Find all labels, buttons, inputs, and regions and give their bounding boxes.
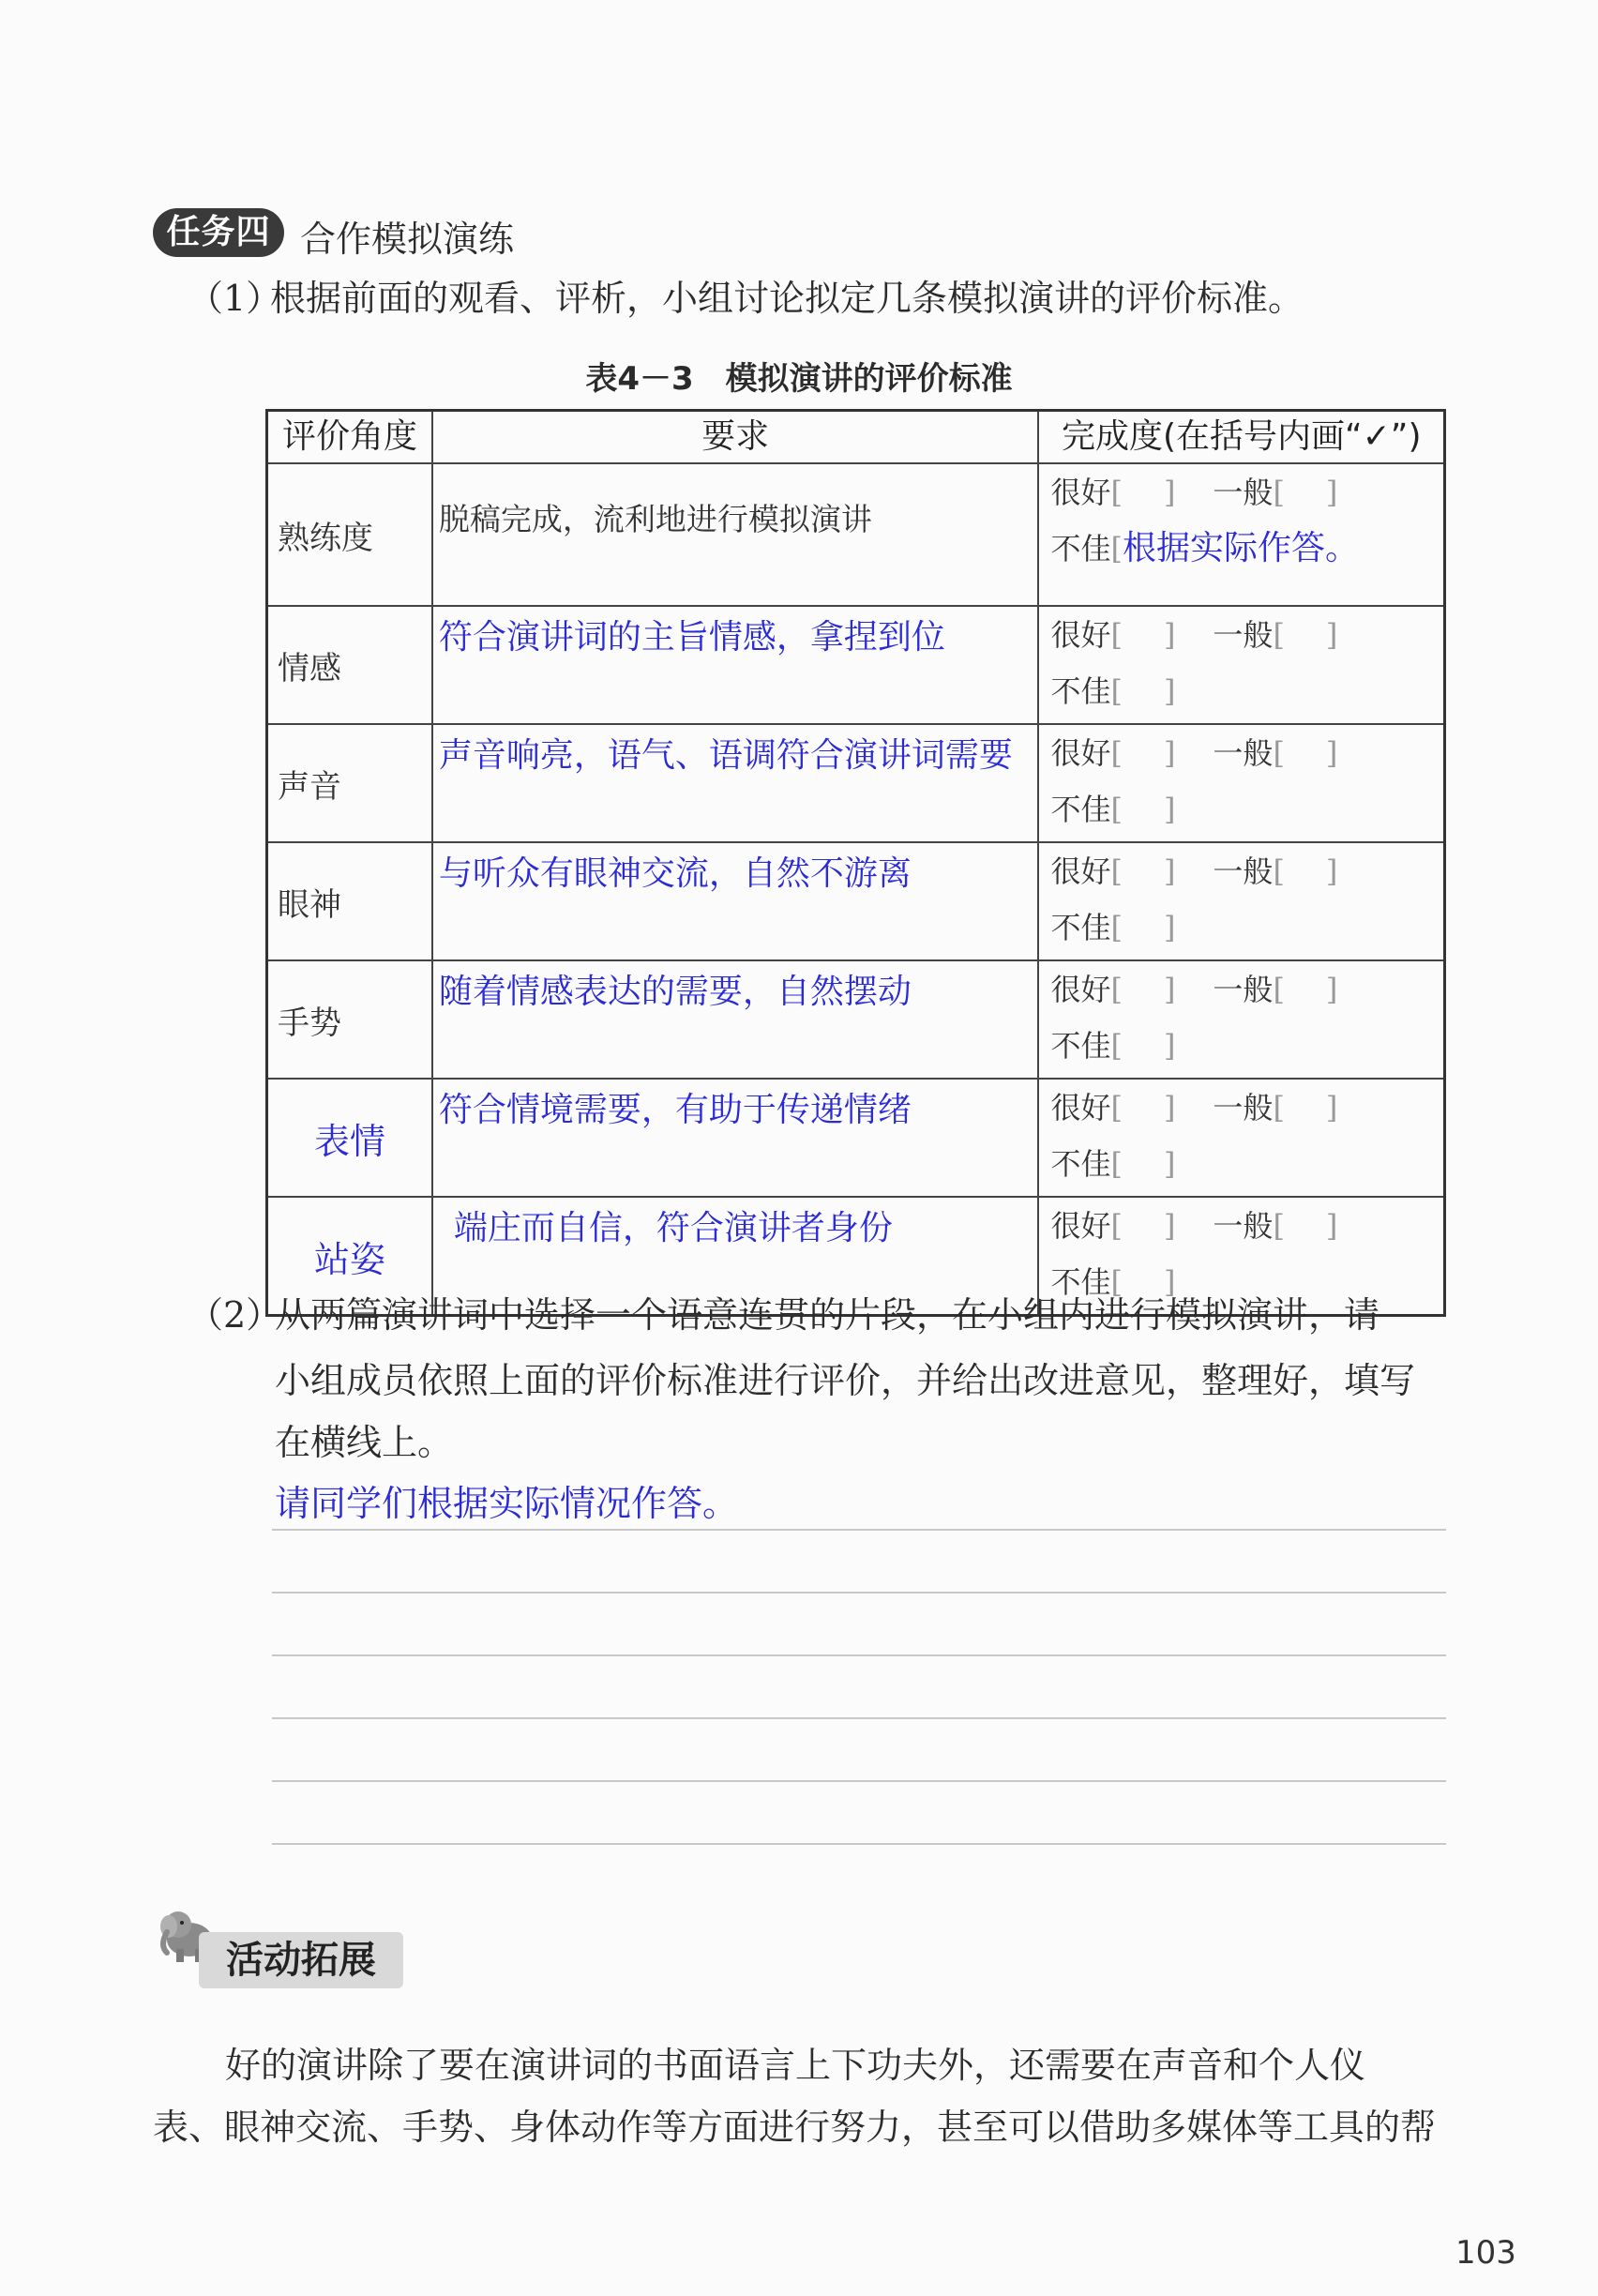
requirement-cell: 脱稿完成，流利地进行模拟演讲 (432, 463, 1039, 606)
completion-cell: 很好[ ] 一般[ ] 不佳[ ] (1038, 842, 1444, 960)
requirement-cell: 与听众有眼神交流，自然不游离 (432, 842, 1039, 960)
q1-number: （1） (188, 278, 282, 319)
q2-line-2: 小组成员依照上面的评价标准进行评价，并给出改进意见，整理好，填写 (275, 1360, 1416, 1401)
activity-title: 活动拓展 (199, 1932, 403, 1988)
answer-line (272, 1780, 1446, 1782)
answer-line (272, 1592, 1446, 1594)
answer-line (272, 1717, 1446, 1719)
completion-cell: 很好[ ] 一般[ ] 不佳[根据实际作答。 (1038, 463, 1444, 606)
handwritten-note: 根据实际作答。 (1122, 529, 1359, 567)
option-average-label: 一般 (1213, 475, 1274, 510)
table-row (267, 1079, 1445, 1197)
aspect-cell: 手势 (267, 960, 432, 1079)
answer-line (272, 1843, 1446, 1845)
activity-line-1: 好的演讲除了要在演讲词的书面语言上下功夫外，还需要在声音和个人仪 (225, 2045, 1366, 2086)
requirement-cell: 随着情感表达的需要，自然摆动 (432, 960, 1039, 1079)
aspect-cell: 熟练度 (267, 463, 432, 606)
completion-cell: 很好[ ] 一般[ ] 不佳[ ] (1038, 960, 1444, 1079)
table-row (267, 606, 1445, 724)
q1-text: 根据前面的观看、评析，小组讨论拟定几条模拟演讲的评价标准。 (270, 278, 1304, 319)
requirement-cell: 端庄而自信，符合演讲者身份 (432, 1197, 1039, 1316)
task-title: 合作模拟演练 (300, 219, 515, 260)
header-aspect: 评价角度 (267, 411, 432, 464)
header-completion: 完成度(在括号内画“✓”) (1038, 411, 1444, 464)
requirement-cell: 声音响亮，语气、语调符合演讲词需要 (432, 724, 1039, 842)
aspect-cell: 声音 (267, 724, 432, 842)
requirement-cell: 符合情境需要，有助于传递情绪 (432, 1079, 1039, 1197)
activity-line-2: 表、眼神交流、手势、身体动作等方面进行努力，甚至可以借助多媒体等工具的帮 (153, 2107, 1437, 2148)
option-poor-label: 不佳 (1050, 531, 1111, 566)
table-header-row (267, 411, 1445, 464)
page-number: 103 (1455, 2234, 1516, 2272)
table-row (267, 960, 1445, 1079)
option-good-label: 很好 (1050, 475, 1111, 510)
completion-cell: 很好[ ] 一般[ ] 不佳[ ] (1038, 606, 1444, 724)
table-row (267, 842, 1445, 960)
requirement-cell: 符合演讲词的主旨情感，拿捏到位 (432, 606, 1039, 724)
header-requirement: 要求 (432, 411, 1039, 464)
aspect-cell: 眼神 (267, 842, 432, 960)
answer-line (272, 1654, 1446, 1656)
aspect-cell: 站姿 (267, 1197, 432, 1316)
table-caption: 表4－3 模拟演讲的评价标准 (585, 360, 1013, 398)
table-row (267, 724, 1445, 842)
completion-cell: 很好[ ] 一般[ ] 不佳[ ] (1038, 724, 1444, 842)
aspect-cell: 表情 (267, 1079, 432, 1197)
q2-line-1: 从两篇演讲词中选择一个语意连贯的片段，在小组内进行模拟演讲，请 (275, 1294, 1380, 1336)
handwritten-answer: 请同学们根据实际情况作答。 (275, 1483, 739, 1524)
task-badge: 任务四 (153, 208, 284, 257)
completion-cell: 很好[ ] 一般[ ] 不佳[ ] (1038, 1079, 1444, 1197)
rubric-table (265, 409, 1446, 1317)
answer-line (272, 1529, 1446, 1531)
q2-number: （2） (188, 1294, 282, 1336)
aspect-cell: 情感 (267, 606, 432, 724)
completion-cell: 很好[ ] 一般[ ] 不佳[ ] (1038, 1197, 1444, 1316)
table-row (267, 463, 1445, 606)
q2-line-3: 在横线上。 (275, 1422, 454, 1463)
